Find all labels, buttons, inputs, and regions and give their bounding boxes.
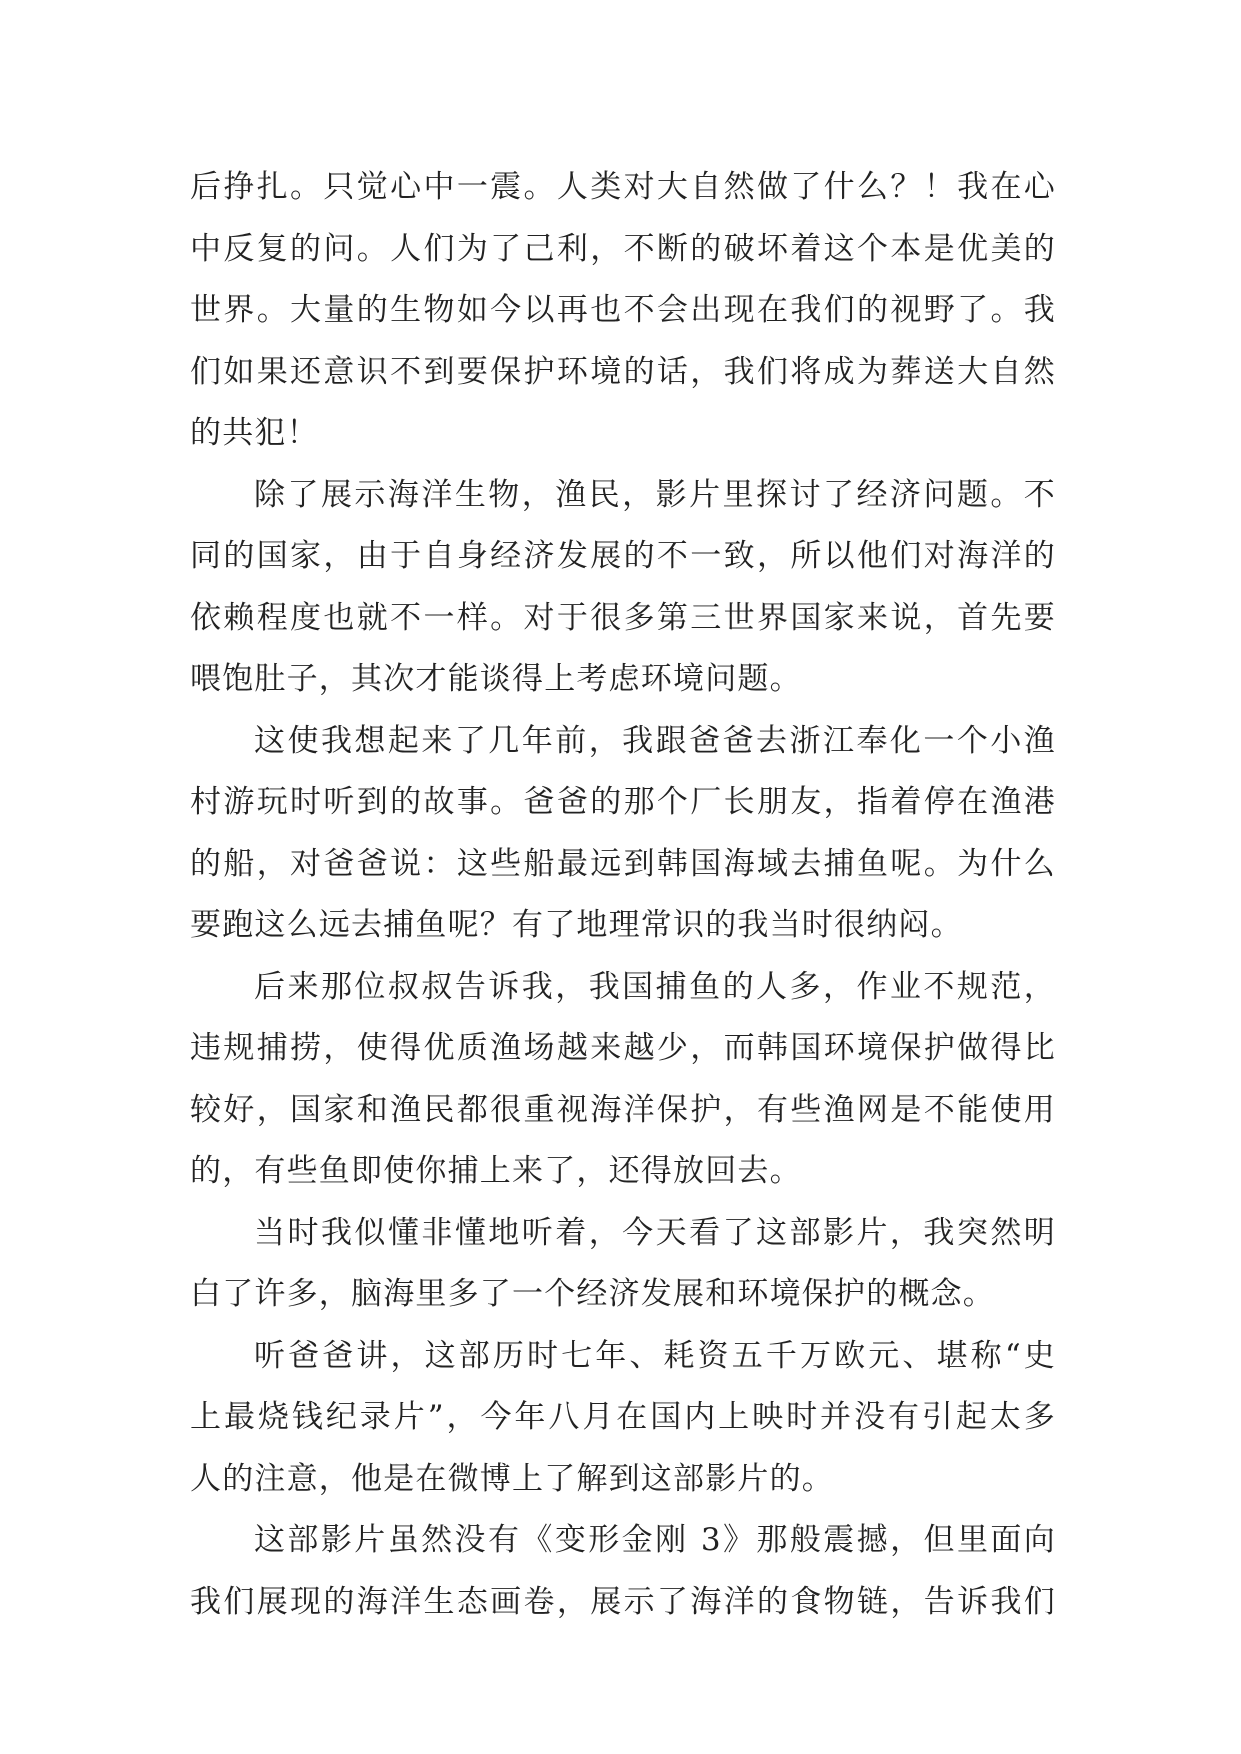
text-line: 这部影片虽然没有《变形金刚 3》那般震撼，但里面向: [254, 1522, 1056, 1558]
text-line: 当时我似懂非懂地听着，今天看了这部影片，我突然明: [254, 1214, 1056, 1251]
text-line: 违规捕捞，使得优质渔场越来越少，而韩国环境保护做得比: [190, 1030, 1056, 1066]
text-line: 们如果还意识不到要保护环境的话，我们将成为葬送大自然: [190, 353, 1056, 390]
text-line: 同的国家，由于自身经济发展的不一致，所以他们对海洋的: [190, 538, 1056, 574]
text-line: 听爸爸讲，这部历时七年、耗资五千万欧元、堪称“史: [254, 1337, 1056, 1374]
text-line: 白了许多，脑海里多了一个经济发展和环境保护的概念。: [190, 1276, 995, 1312]
text-line: 的共犯！: [190, 415, 319, 451]
body-text: [190, 157, 1056, 1633]
text-line: 村游玩时听到的故事。爸爸的那个厂长朋友，指着停在渔港: [190, 784, 1056, 820]
text-line: 喂饱肚子，其次才能谈得上考虑环境问题。: [190, 661, 802, 697]
text-line: 世界。大量的生物如今以再也不会出现在我们的视野了。我: [190, 292, 1056, 328]
text-line: 后来那位叔叔告诉我，我国捕鱼的人多，作业不规范，: [254, 968, 1056, 1005]
text-line: 的船，对爸爸说：这些船最远到韩国海域去捕鱼呢。为什么: [190, 845, 1056, 882]
text-line: 除了展示海洋生物，渔民，影片里探讨了经济问题。不: [254, 476, 1056, 513]
text-line: 后挣扎。只觉心中一震。人类对大自然做了什么？！我在心: [190, 169, 1056, 205]
text-line: 的，有些鱼即使你捕上来了，还得放回去。: [190, 1153, 802, 1189]
text-line: 这使我想起来了几年前，我跟爸爸去浙江奉化一个小渔: [254, 722, 1056, 759]
text-line: 中反复的问。人们为了己利，不断的破坏着这个本是优美的: [190, 230, 1056, 267]
text-line: 我们展现的海洋生态画卷，展示了海洋的食物链，告诉我们: [190, 1583, 1056, 1620]
text-line: 较好，国家和渔民都很重视海洋保护，有些渔网是不能使用: [190, 1091, 1056, 1128]
text-line: 人的注意，他是在微博上了解到这部影片的。: [190, 1460, 834, 1497]
text-line: 依赖程度也就不一样。对于很多第三世界国家来说，首先要: [190, 599, 1056, 636]
text-line: 上最烧钱纪录片”，今年八月在国内上映时并没有引起太多: [190, 1399, 1056, 1435]
text-line: 要跑这么远去捕鱼呢？有了地理常识的我当时很纳闷。: [190, 907, 963, 943]
